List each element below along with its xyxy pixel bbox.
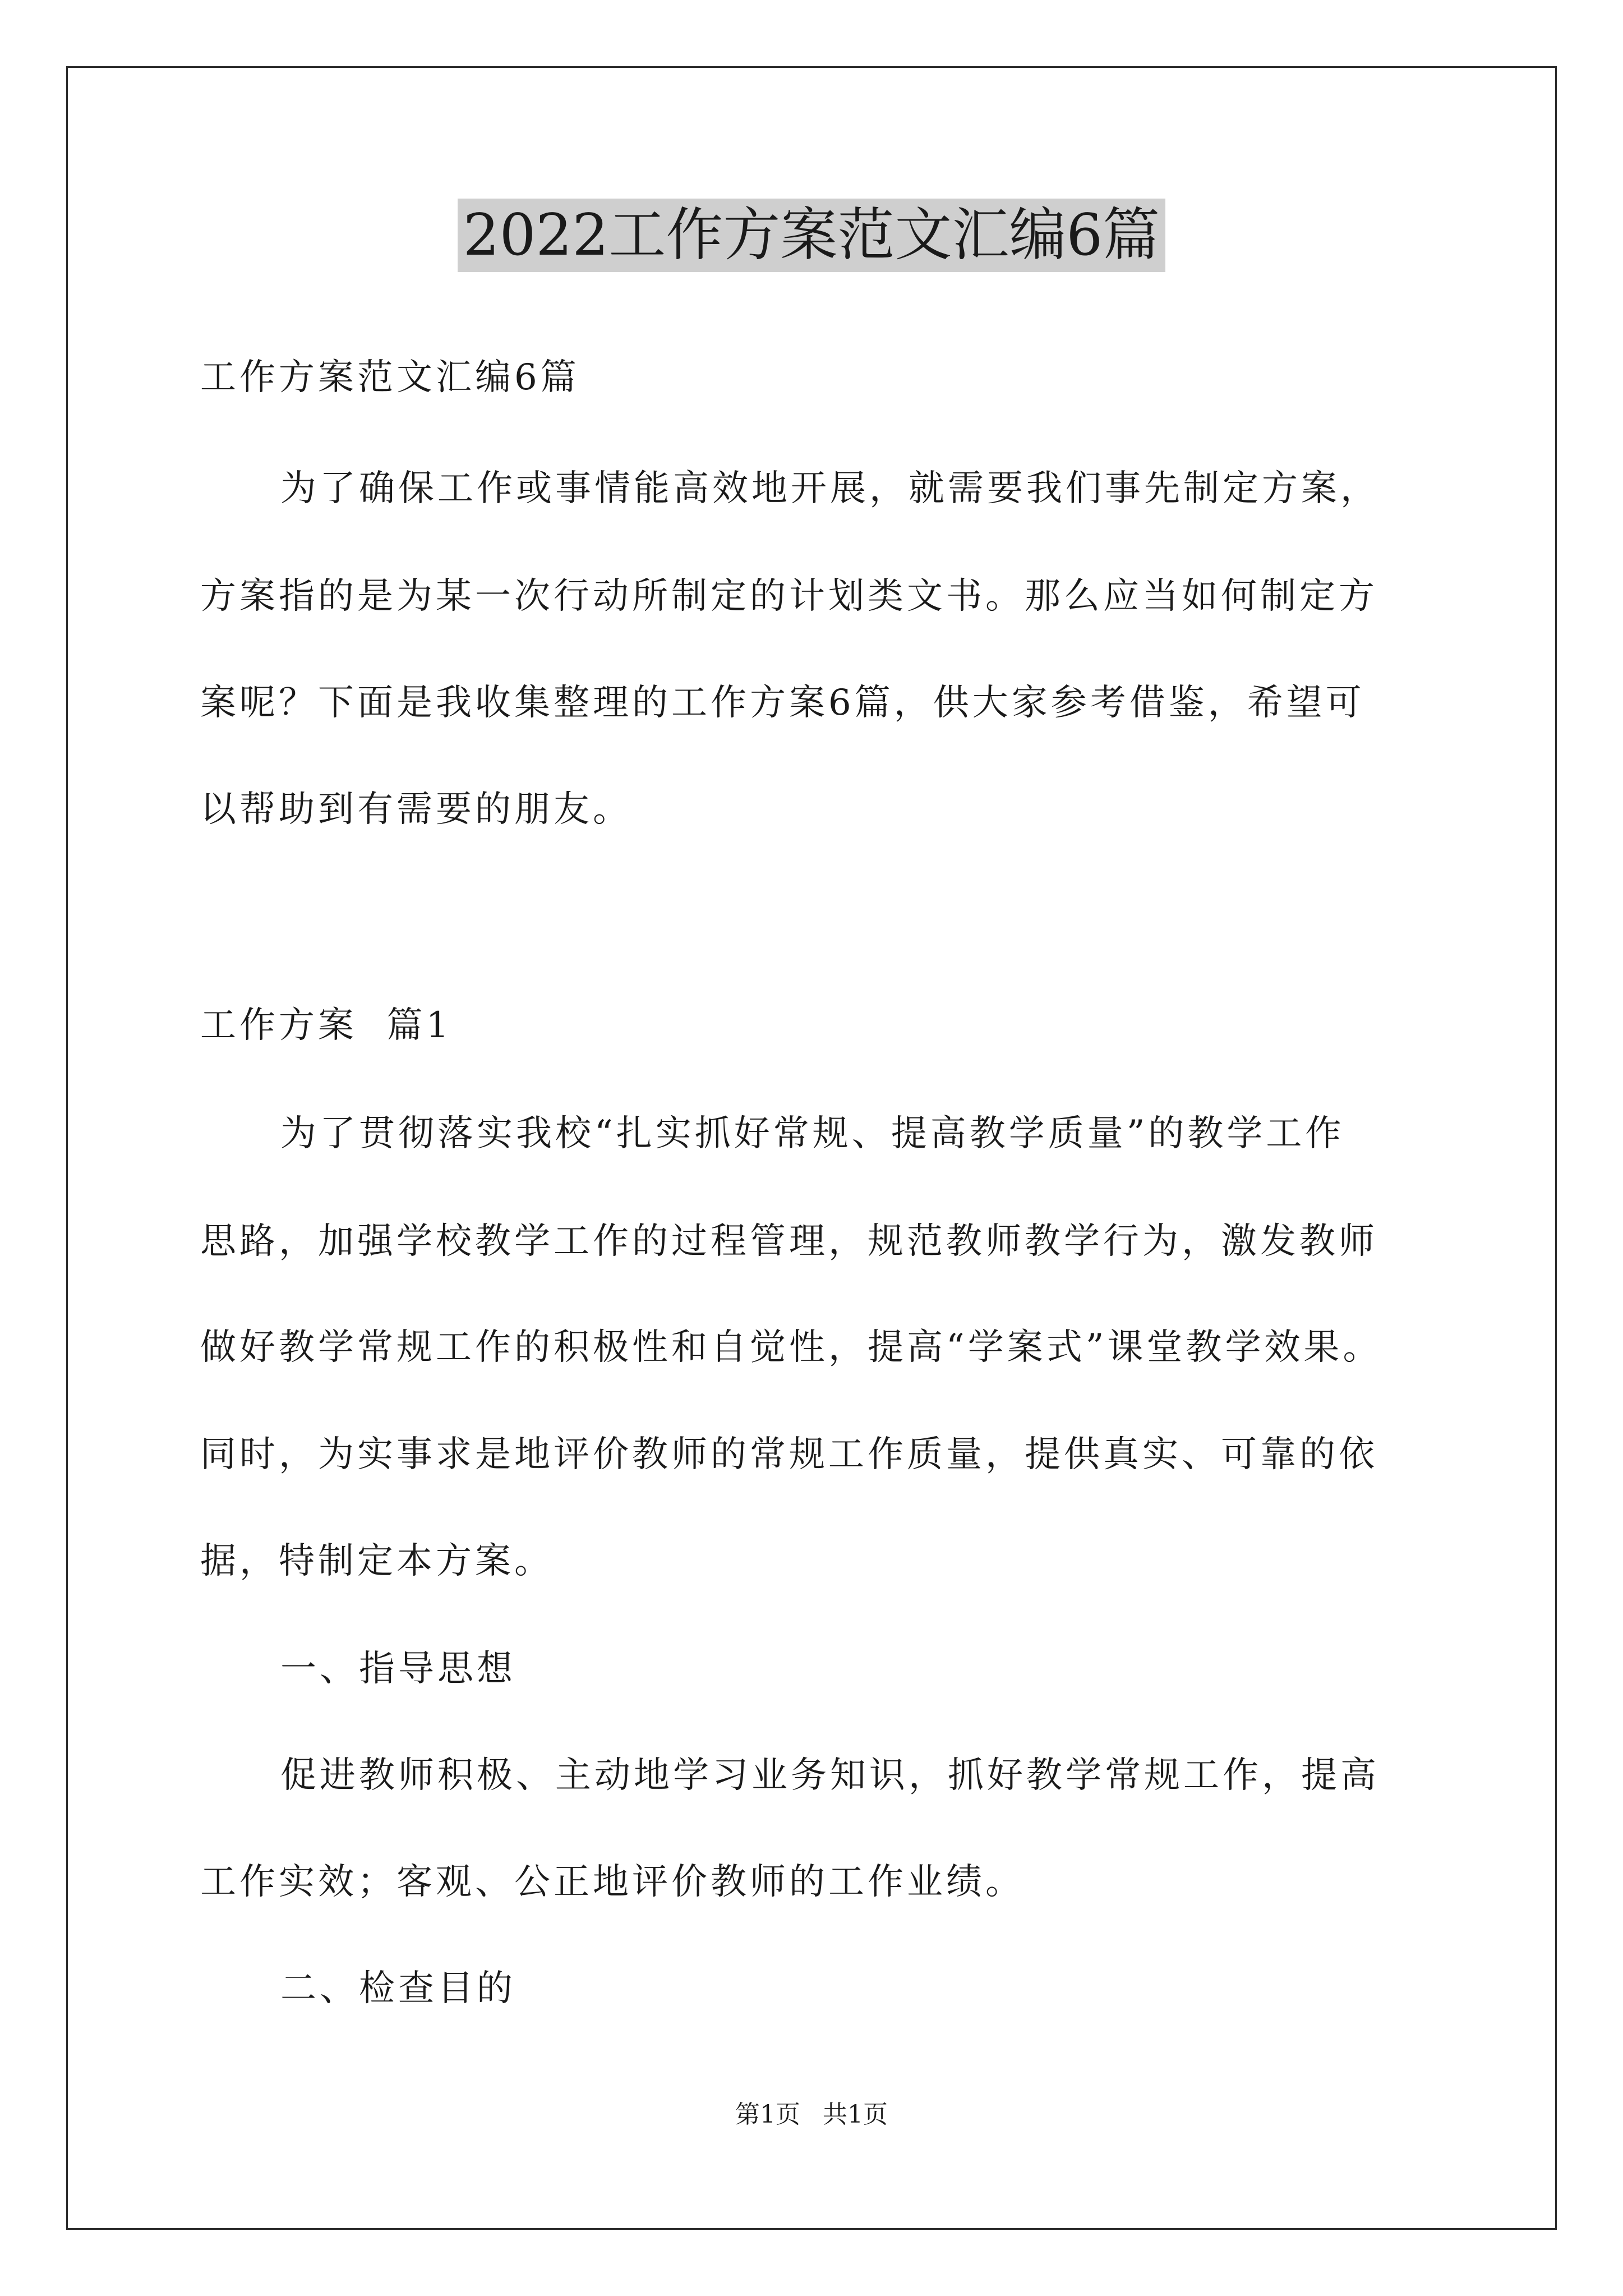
section-line-2: 思路，加强学校教学工作的过程管理，规范教师教学行为，激发教师	[200, 1221, 1378, 1262]
guiding-line-2: 工作实效；客观、公正地评价教师的工作业绩。	[200, 1861, 1025, 1903]
heading-guiding-ideas: 一、指导思想	[280, 1648, 516, 1690]
section-line-5: 据，特制定本方案。	[200, 1540, 554, 1582]
intro-line-3: 案呢？下面是我收集整理的工作方案6篇，供大家参考借鉴，希望可	[200, 682, 1365, 724]
guiding-line-1: 促进教师积极、主动地学习业务知识，抓好教学常规工作，提高	[280, 1755, 1380, 1796]
section-line-1: 为了贯彻落实我校“扎实抓好常规、提高教学质量”的教学工作	[280, 1113, 1345, 1154]
document-title	[0, 194, 1623, 278]
section-line-3: 做好教学常规工作的积极性和自觉性，提高“学案式”课堂教学效果。	[200, 1327, 1382, 1368]
page-footer	[0, 2098, 1623, 2132]
page-number: 第1页	[735, 2100, 800, 2129]
heading-inspection-purpose: 二、检查目的	[280, 1968, 516, 2009]
intro-line-4: 以帮助到有需要的朋友。	[200, 789, 632, 830]
section-heading: 工作方案 篇1	[200, 1005, 453, 1046]
section-line-4: 同时，为实事求是地评价教师的常规工作质量，提供真实、可靠的依	[200, 1434, 1378, 1475]
document-title-text: 2022工作方案范文汇编6篇	[458, 199, 1165, 272]
intro-line-1: 为了确保工作或事情能高效地开展，就需要我们事先制定方案，	[280, 468, 1380, 509]
page-total: 共1页	[823, 2100, 888, 2129]
document-subtitle: 工作方案范文汇编6篇	[200, 357, 580, 398]
intro-line-2: 方案指的是为某一次行动所制定的计划类文书。那么应当如何制定方	[200, 576, 1378, 617]
